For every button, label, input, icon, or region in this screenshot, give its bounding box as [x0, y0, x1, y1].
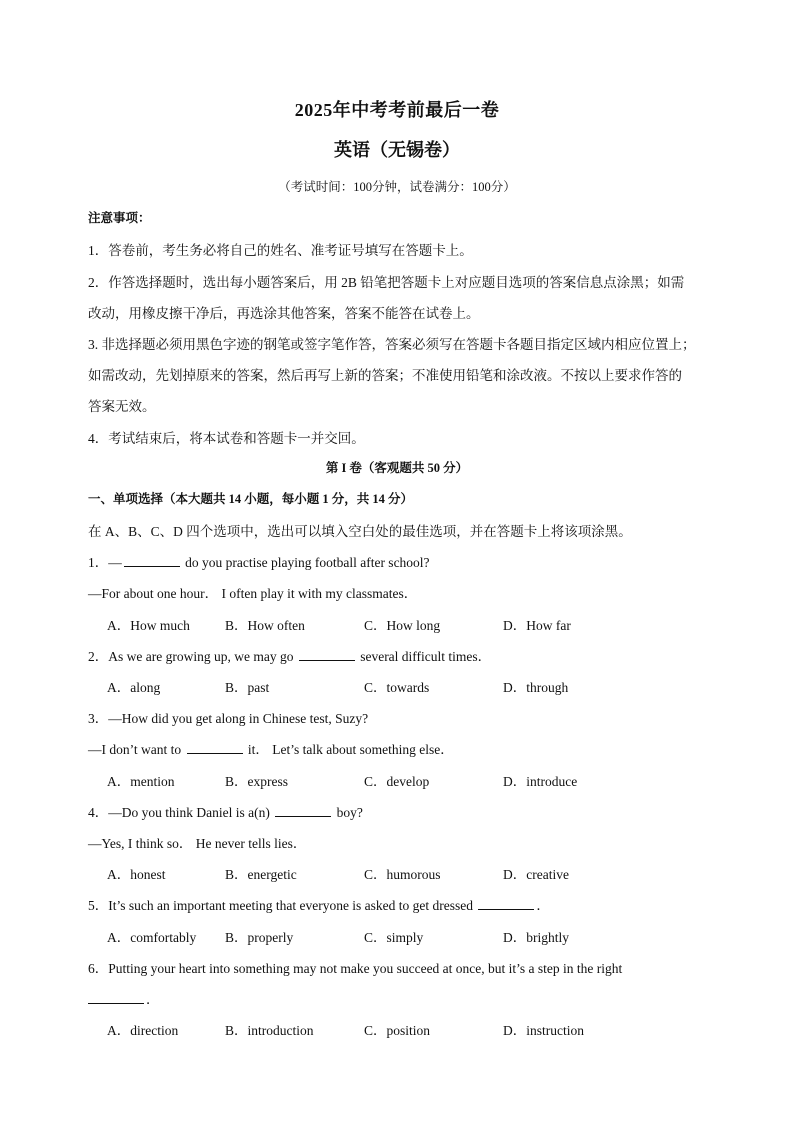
question-2-stem [88, 645, 491, 665]
question-5-option-c: C．simply [364, 930, 424, 945]
question-3-option-b: B．express [225, 774, 288, 789]
page-title: 2025年中考考前最后一卷 [294, 100, 500, 120]
question-4-option-c: C．humorous [364, 867, 441, 882]
question-3-suffix: it． Let’s talk about something else． [244, 742, 454, 757]
answer-blank [88, 991, 144, 1004]
question-6-suffix: ． [146, 992, 160, 1007]
question-1-stem [88, 551, 430, 571]
question-1-response: —For about one hour． I often play it with my classmates． [88, 586, 418, 601]
notice-item-3-line-1: 3. 非选择题必须用黑色字迹的钢笔或签字笔作答，答案必须写在答题卡各题目指定区域内相应位置上； [88, 337, 696, 352]
question-6-option-c: C．position [364, 1023, 431, 1038]
question-4-prefix: 4．—Do you think Daniel is a(n) [88, 805, 274, 820]
section-instruction: 在 A、B、C、D 四个选项中，选出可以填入空白处的最佳选项，并在答题卡上将该项涂黑。 [88, 524, 632, 539]
question-4-suffix: boy? [333, 805, 363, 820]
page-subtitle: 英语（无锡卷） [334, 140, 460, 160]
answer-blank [124, 554, 180, 567]
question-4-option-d: D．creative [503, 867, 569, 882]
answer-blank [275, 804, 331, 817]
notice-item-1: 1．答卷前，考生务必将自己的姓名、准考证号填写在答题卡上。 [88, 243, 473, 258]
question-5-suffix: ． [536, 898, 550, 913]
question-1-option-b: B．How often [225, 618, 305, 633]
answer-blank [478, 897, 534, 910]
question-2-suffix: several difficult times． [356, 649, 492, 664]
question-5-prefix: 5．It’s such an important meeting that everyone is asked to get dressed [88, 898, 477, 913]
question-1-option-c: C．How long [364, 618, 441, 633]
question-3-option-a: A．mention [107, 774, 175, 789]
question-4-option-b: B．energetic [225, 867, 297, 882]
notice-heading: 注意事项： [88, 211, 151, 225]
question-5-option-a: A．comfortably [107, 930, 197, 945]
notice-item-2-line-1: 2．作答选择题时，选出每小题答案后，用 2B 铅笔把答题卡上对应题目选项的答案信息点涂黑；如需 [88, 275, 685, 290]
question-1-prefix: 1．— [88, 555, 122, 570]
question-3-option-d: D．introduce [503, 774, 578, 789]
question-3-prefix: —I don’t want to [88, 742, 185, 757]
question-6-continuation [88, 988, 160, 1008]
question-2-option-c: C．towards [364, 680, 430, 695]
answer-blank [299, 648, 355, 661]
answer-blank [187, 741, 243, 754]
question-2-option-a: A．along [107, 680, 161, 695]
notice-item-3-line-3: 答案无效。 [88, 399, 156, 414]
question-6-option-d: D．instruction [503, 1023, 584, 1038]
question-2-option-d: D．through [503, 680, 569, 695]
question-5-option-b: B．properly [225, 930, 294, 945]
question-5-stem [88, 894, 550, 914]
section-title: 一、单项选择（本大题共 14 小题，每小题 1 分，共 14 分） [88, 492, 414, 506]
notice-item-3-line-2: 如需改动，先划掉原来的答案，然后再写上新的答案；不准使用铅笔和涂改液。不按以上要求作答的 [88, 368, 682, 383]
part-heading: 第 I 卷（客观题共 50 分） [325, 461, 469, 475]
question-6-stem: 6．Putting your heart into something may not make you succeed at once, but it’s a step in the right [88, 961, 623, 976]
question-5-option-d: D．brightly [503, 930, 569, 945]
question-1-suffix: do you practise playing football after school? [181, 555, 430, 570]
question-3-stem: 3．—How did you get along in Chinese test, Suzy? [88, 711, 369, 726]
question-1-option-a: A．How much [107, 618, 190, 633]
question-2-option-b: B．past [225, 680, 270, 695]
question-4-stem [88, 801, 363, 821]
exam-info: （考试时间：100分钟，试卷满分：100分） [278, 180, 516, 194]
notice-item-4: 4．考试结束后，将本试卷和答题卡一并交回。 [88, 431, 365, 446]
question-3-response [88, 738, 454, 758]
question-4-response: —Yes, I think so． He never tells lies． [88, 836, 307, 851]
question-4-option-a: A．honest [107, 867, 166, 882]
question-2-prefix: 2．As we are growing up, we may go [88, 649, 297, 664]
question-1-option-d: D．How far [503, 618, 571, 633]
question-3-option-c: C．develop [364, 774, 430, 789]
notice-item-2-line-2: 改动，用橡皮擦干净后，再选涂其他答案，答案不能答在试卷上。 [88, 306, 480, 321]
question-6-option-b: B．introduction [225, 1023, 314, 1038]
question-6-option-a: A．direction [107, 1023, 179, 1038]
